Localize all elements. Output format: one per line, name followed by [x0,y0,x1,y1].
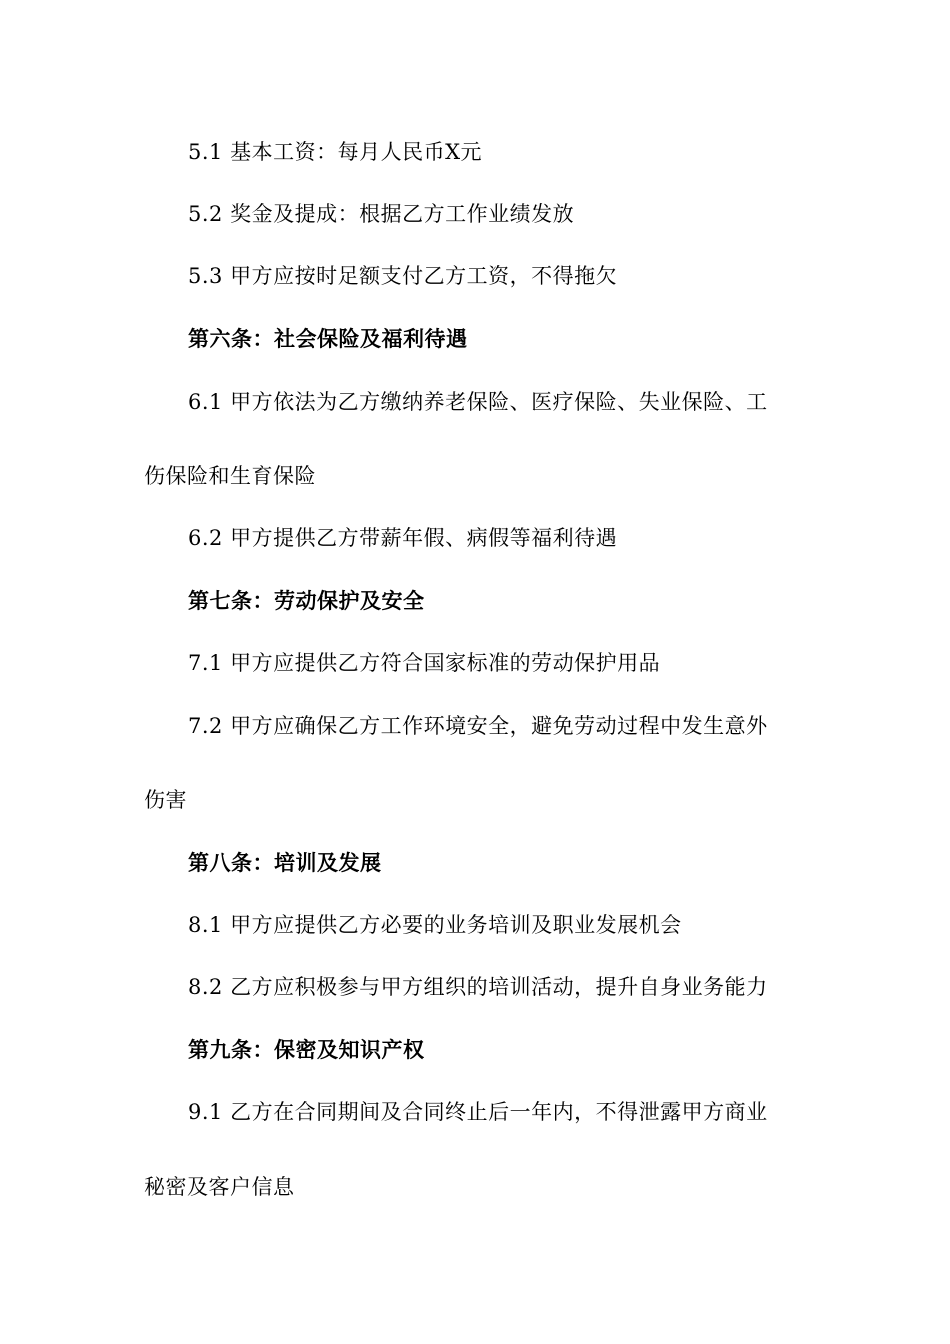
clause-8-1: 8.1 甲方应提供乙方必要的业务培训及职业发展机会 [188,913,682,937]
article-8-heading: 第八条：培训及发展 [188,851,382,875]
clause-5-3: 5.3 甲方应按时足额支付乙方工资，不得拖欠 [188,264,618,288]
clause-7-2-continued: 伤害 [144,788,187,812]
clause-8-2: 8.2 乙方应积极参与甲方组织的培训活动，提升自身业务能力 [188,975,768,999]
article-6-heading: 第六条：社会保险及福利待遇 [188,327,468,351]
clause-6-2: 6.2 甲方提供乙方带薪年假、病假等福利待遇 [188,526,618,550]
article-9-heading: 第九条：保密及知识产权 [188,1038,425,1062]
clause-9-1-continued: 秘密及客户信息 [144,1175,295,1199]
clause-5-1: 5.1 基本工资：每月人民币X元 [188,140,483,164]
clause-6-1-continued: 伤保险和生育保险 [144,464,316,488]
clause-7-2: 7.2 甲方应确保乙方工作环境安全，避免劳动过程中发生意外 [188,714,768,738]
article-7-heading: 第七条：劳动保护及安全 [188,589,425,613]
clause-5-2: 5.2 奖金及提成：根据乙方工作业绩发放 [188,202,575,226]
clause-9-1: 9.1 乙方在合同期间及合同终止后一年内，不得泄露甲方商业 [188,1100,768,1124]
clause-7-1: 7.1 甲方应提供乙方符合国家标准的劳动保护用品 [188,651,661,675]
clause-6-1: 6.1 甲方依法为乙方缴纳养老保险、医疗保险、失业保险、工 [188,390,768,414]
